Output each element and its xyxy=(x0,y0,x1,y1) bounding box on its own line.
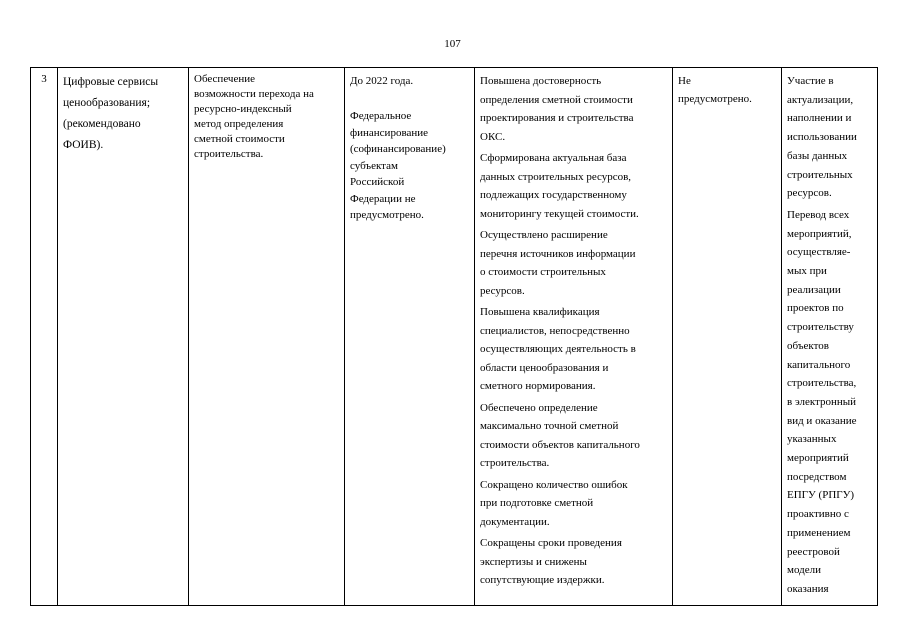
paragraph xyxy=(480,72,668,146)
text-line: ЕПГУ (РПГУ) xyxy=(787,489,855,502)
plan-table xyxy=(30,67,878,606)
text-line: в электронный xyxy=(787,395,857,408)
text-line: проектирования и строительства xyxy=(480,112,634,124)
paragraph xyxy=(480,226,668,300)
text-line: мероприятий, xyxy=(787,227,852,240)
text-line: мых при xyxy=(787,265,827,278)
results-cell xyxy=(475,68,673,606)
text-line: (софинансирование) xyxy=(350,143,446,155)
participation-list xyxy=(787,72,873,599)
paragraph xyxy=(480,399,668,473)
text-line: Не xyxy=(678,75,691,87)
text-line: Российской xyxy=(350,176,405,188)
text-line: ОКС. xyxy=(480,130,506,143)
goal-cell xyxy=(189,68,345,606)
text-line: проактивно с xyxy=(787,508,849,521)
deadline-text: До 2022 года. xyxy=(350,75,414,87)
text-line: Федеральное xyxy=(350,110,412,122)
text-line: строительства. xyxy=(194,148,264,160)
text-line: капитального xyxy=(787,358,851,371)
text-line: модели xyxy=(787,564,821,577)
text-line: осуществляющих деятельность в xyxy=(480,343,636,355)
paragraph xyxy=(480,534,668,590)
text-line: финансирование xyxy=(350,126,429,139)
text-line: документации. xyxy=(480,515,550,528)
measure-name-text xyxy=(63,72,184,156)
measure-name-cell xyxy=(58,68,189,606)
regional-financing-cell xyxy=(673,68,782,606)
text-line: базы данных xyxy=(787,149,848,162)
text-line: проектов по xyxy=(787,302,844,315)
text-line: Обеспечение xyxy=(194,73,255,85)
text-line: метод определения xyxy=(194,118,284,130)
text-line: мероприятий xyxy=(787,452,849,465)
participation-cell xyxy=(782,68,878,606)
text-line: максимально точной сметной xyxy=(480,420,619,432)
text-line: Сформирована актуальная база xyxy=(480,152,627,164)
deadline-financing-cell xyxy=(345,68,475,606)
text-line: ресурсно-индексный xyxy=(194,103,292,115)
text-line: экспертизы и снижены xyxy=(480,555,587,568)
text-line: данных строительных ресурсов, xyxy=(480,170,632,183)
text-line: ФОИВ). xyxy=(63,139,104,151)
text-line: сметного нормирования. xyxy=(480,380,596,392)
text-line: Повышена достоверность xyxy=(480,75,602,87)
regional-financing-text xyxy=(678,72,777,108)
text-line: ценообразования; xyxy=(63,97,151,109)
text-line: вид и оказание xyxy=(787,414,857,427)
text-line: реестровой xyxy=(787,545,840,558)
text-line: (рекомендовано xyxy=(63,118,141,130)
text-line: Сокращены сроки проведения xyxy=(480,537,622,549)
text-line: субъектам xyxy=(350,159,398,172)
page-number: 107 xyxy=(444,38,461,50)
text-line: подлежащих государственному xyxy=(480,189,627,201)
text-line: применением xyxy=(787,526,851,539)
paragraph xyxy=(787,206,873,599)
text-line: посредством xyxy=(787,470,847,483)
text-line: сопутствующие издержки. xyxy=(480,574,605,586)
text-line: Обеспечено определение xyxy=(480,401,598,414)
text-line: осуществляе- xyxy=(787,246,851,259)
text-line: определения сметной стоимости xyxy=(480,93,633,106)
text-line: строительству xyxy=(787,321,854,334)
text-line: Цифровые сервисы xyxy=(63,76,159,88)
financing-text xyxy=(350,108,470,224)
text-line: стоимости объектов капитального xyxy=(480,438,640,451)
text-line: возможности перехода на xyxy=(194,88,314,100)
paragraph xyxy=(480,476,668,532)
text-line: оказания xyxy=(787,582,829,595)
text-line: ресурсов. xyxy=(787,187,832,200)
text-line: указанных xyxy=(787,433,837,446)
text-line: Участие в xyxy=(787,75,834,87)
text-line: использовании xyxy=(787,131,857,144)
row-number: 3 xyxy=(31,68,58,606)
text-line: сметной стоимости xyxy=(194,133,285,145)
text-line: актуализации, xyxy=(787,93,854,106)
paragraph xyxy=(787,72,873,203)
text-line: реализации xyxy=(787,283,841,296)
text-line: области ценообразования и xyxy=(480,361,609,374)
text-line: Федерации не xyxy=(350,192,416,205)
text-line: строительства, xyxy=(787,377,857,390)
text-line: наполнении и xyxy=(787,112,852,125)
text-line: строительных xyxy=(787,168,853,181)
results-list xyxy=(480,72,668,590)
goal-text xyxy=(194,72,340,162)
text-line: мониторингу текущей стоимости. xyxy=(480,207,639,220)
text-line: перечня источников информации xyxy=(480,247,636,260)
text-line: о стоимости строительных xyxy=(480,266,606,278)
text-line: строительства. xyxy=(480,457,550,469)
text-line: объектов xyxy=(787,339,829,352)
paragraph xyxy=(480,303,668,396)
text-line: Перевод всех xyxy=(787,208,850,221)
text-line: ресурсов. xyxy=(480,284,525,297)
text-line: специалистов, непосредственно xyxy=(480,324,630,337)
paragraph xyxy=(480,149,668,223)
text-line: предусмотрено. xyxy=(350,209,424,221)
text-line: Повышена квалификация xyxy=(480,306,600,318)
text-line: Сокращено количество ошибок xyxy=(480,478,628,491)
text-line: Осуществлено расширение xyxy=(480,229,608,241)
text-line: при подготовке сметной xyxy=(480,497,594,509)
text-line: предусмотрено. xyxy=(678,93,752,105)
table-row xyxy=(31,68,878,606)
